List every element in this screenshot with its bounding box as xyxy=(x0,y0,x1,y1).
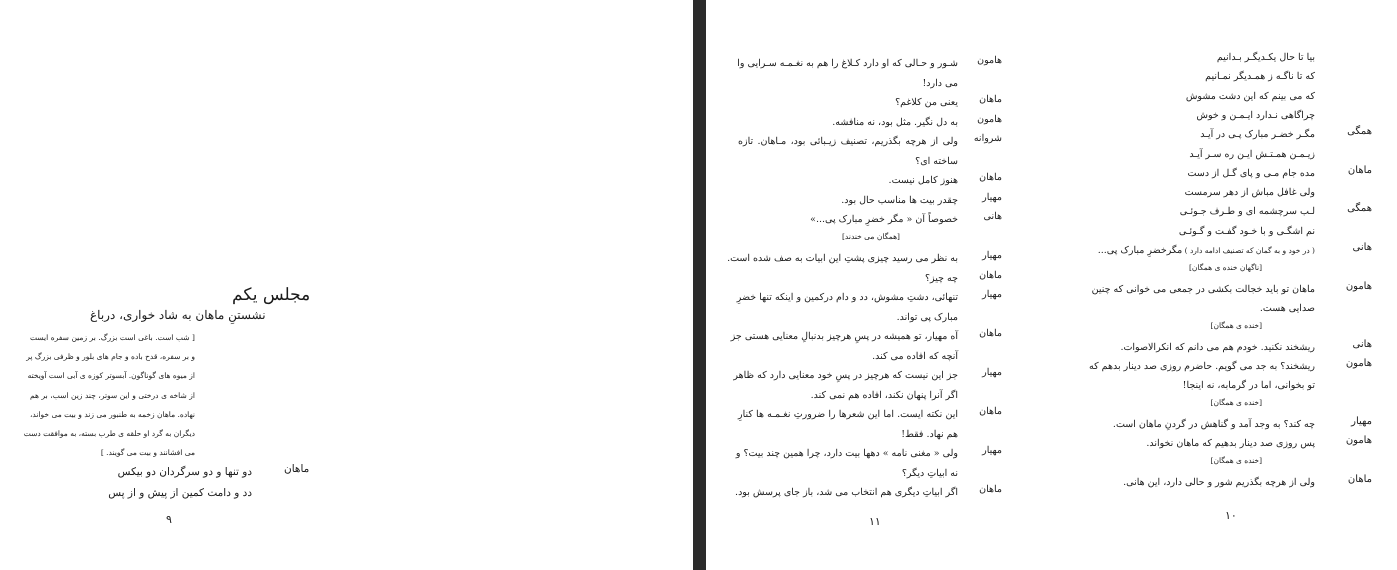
dialogue-line: ماهان تو باید خجالت بکشی در جمعی می خوانی که چنین xyxy=(1091,283,1315,295)
dialogue-text xyxy=(738,54,958,93)
dialogue-line-wrap xyxy=(1146,434,1315,454)
stage-direction: [خنده ی همگان] xyxy=(1210,321,1262,331)
stage-direction xyxy=(23,328,195,462)
dialogue-line-wrap xyxy=(1189,145,1315,165)
dialogue-line: نه ابیاتِ دیگر؟ xyxy=(901,467,958,479)
dialogue-line: ولی غافل مباش از دهر سرمست xyxy=(1184,187,1315,199)
speaker-name: ماهان xyxy=(979,406,1002,417)
stage-direction: [خنده ی همگان] xyxy=(1210,398,1262,408)
dialogue-line: جز این نیست که هرچیز در پسِ خود معنایی دارد که ظاهر xyxy=(733,370,958,381)
dialogue-line: هنوز کامل نیست. xyxy=(888,175,958,186)
dialogue-text xyxy=(738,132,958,171)
stage-direction: ( در خود و به گمان که تصنیف ادامه دارد ) xyxy=(1182,246,1315,255)
dialogue-line: آنچه که افاده می کند. xyxy=(872,350,958,362)
dialogue-text xyxy=(738,269,958,289)
dialogue-line: ولی از هرچه بگذریم، تصنیف زیـبائی بود، مـاهان. تازه xyxy=(738,136,958,147)
dialogue-line-wrap xyxy=(1183,376,1315,396)
speaker-name: همگی xyxy=(1347,126,1372,138)
dialogue-text xyxy=(730,327,958,366)
page-number: ۱۱ xyxy=(869,515,881,528)
dialogue-line: که می بینم که این دشت مشوش xyxy=(1185,90,1315,102)
stage-direction: [خنده ی همگان] xyxy=(1210,456,1262,466)
stage-line: از میوه های گوناگون. آبسوتر کوزه ی آبی است آویخته xyxy=(27,371,195,381)
chapter-subtitle: نشستنِ ماهان به شاد خواری، درباغ xyxy=(90,308,266,322)
speaker-name: ماهان xyxy=(1347,164,1372,176)
page-number: ۱۰ xyxy=(1225,509,1237,522)
speaker-name: هانی xyxy=(983,211,1002,222)
speaker-name: هامون xyxy=(977,55,1002,66)
dialogue-line: چراگاهی نـدارد ایـمـن و خوش xyxy=(1196,109,1315,121)
dialogue-text xyxy=(738,93,958,113)
dialogue-line-wrap xyxy=(1186,87,1315,107)
page-number: ۹ xyxy=(166,513,172,526)
dialogue-line: اگر ابیاتِ دیگری هم انتخاب می شد، باز جای پرسش بود. xyxy=(735,487,958,498)
dialogue-line-wrap xyxy=(1217,48,1315,68)
speaker-name: ماهان xyxy=(1347,473,1372,485)
dialogue-line: به دل نگیر. مثل بود، نه منافشه. xyxy=(832,116,958,128)
stage-line: می افشانند و بیت می گویند. ] xyxy=(100,448,195,458)
dialogue-line: پس روزی صد دینار بدهیم که ماهان نخواند. xyxy=(1146,438,1315,449)
dialogue-line: مگـر خضـر مبارک پـی در آیـد xyxy=(1200,129,1315,141)
speaker-name: مهیار xyxy=(1351,415,1372,427)
dialogue-line: هم نهاد. فقط! xyxy=(901,428,958,440)
speaker-name: شروانه xyxy=(973,133,1002,144)
verse-line: دد و دامت کمین از پیش و از پس xyxy=(108,486,252,499)
speaker-name: ماهان xyxy=(284,463,310,475)
dialogue-line: تنهائی، دشتِ مشوش، دد و دام درکمین و اینکه تنها خضرِ xyxy=(736,292,958,303)
speaker-name: مهیار xyxy=(982,250,1002,261)
dialogue-line-wrap xyxy=(1185,183,1315,203)
speaker-name: مهیار xyxy=(982,289,1002,300)
chapter-title: مجلس یکم xyxy=(232,285,311,305)
dialogue-line: ساخته ای؟ xyxy=(915,155,958,167)
dialogue-line-wrap xyxy=(1179,222,1315,242)
stage-line: و بر سفره، قدح باده و جام های بلور و ظرفی بزرگ پر xyxy=(26,352,195,362)
speaker-name: مهیار xyxy=(982,367,1002,378)
dialogue-line: مگرخضرِ مبارک پی... xyxy=(1097,245,1183,256)
speaker-name: هامون xyxy=(1345,435,1372,446)
dialogue-line: ولی از هرچه بگذریم شور و حالی دارد، این هانی. xyxy=(1123,476,1315,488)
dialogue-line: یعنی من کلاغم؟ xyxy=(895,97,958,108)
dialogue-text xyxy=(735,483,958,503)
dialogue-text xyxy=(738,288,958,327)
dialogue-line: چقدر بیت ها مناسب حال بود. xyxy=(841,194,958,206)
dialogue-line: صدایی هست. xyxy=(1259,302,1315,314)
speaker-name: ماهان xyxy=(979,484,1002,495)
dialogue-line: لـب سرچشمه ای و طـرف جـوئـی xyxy=(1179,206,1315,218)
dialogue-line: اگر آنرا پنهان نکند، افاده هم نمی کند. xyxy=(810,389,958,401)
stage-line: [ شب است. باغی است بزرگ. بر زمین سفره ایست xyxy=(30,333,195,342)
dialogue-line-wrap xyxy=(1089,357,1315,377)
stage-line: نهاده. ماهان زخمه به طنبور می زند و بیت می خواند، xyxy=(30,409,195,419)
verse-line: دو تنها و دو سرگردان دو بیکس xyxy=(117,466,252,478)
speaker-name: هامون xyxy=(977,113,1002,125)
dialogue-line-wrap xyxy=(1098,241,1315,261)
dialogue-line: ریشخند نکنید. خودم هم می دانم که انکرالاصوات. xyxy=(1120,341,1315,353)
dialogue-line: ولی « مغنی نامه » دهها بیت دارد، چرا همین چند بیت؟ و xyxy=(735,448,958,459)
dialogue-line: تو بخوانی، اما در گرمابه، نه اینجا! xyxy=(1182,380,1315,392)
dialogue-line: که تا ناگـه ز همـدیگر نمـانیم xyxy=(1205,71,1315,83)
dialogue-text xyxy=(738,210,958,230)
speaker-name: ماهان xyxy=(979,172,1002,183)
dialogue-line: مده جام مـی و پای گـل از دست xyxy=(1187,167,1315,179)
dialogue-line-wrap xyxy=(1180,202,1315,222)
dialogue-line-wrap xyxy=(1123,473,1315,493)
dialogue-line: چه کند؟ به وجد آمد و گناهش در گردنِ ماهان است. xyxy=(1112,418,1315,430)
dialogue-text xyxy=(738,405,958,444)
speaker-name: مهیار xyxy=(982,191,1002,203)
dialogue-line: چه چیز؟ xyxy=(924,272,958,284)
dialogue-line-wrap xyxy=(1113,415,1315,435)
dialogue-line-wrap xyxy=(1188,164,1315,184)
dialogue-line-wrap xyxy=(1200,125,1315,145)
dialogue-line-wrap xyxy=(1196,106,1315,126)
dialogue-line: زیـمـن همـتـش ایـن ره سـر آیـد xyxy=(1189,148,1315,160)
stage-direction: [همگان می خندند] xyxy=(842,231,900,241)
speaker-name: هامون xyxy=(1345,280,1372,292)
dialogue-text xyxy=(738,171,958,191)
speaker-name: ماهان xyxy=(979,269,1002,281)
dialogue-text xyxy=(727,249,958,269)
dialogue-line: خصوصاً آن « مگر خضرِ مبارک پی...» xyxy=(810,214,958,225)
dialogue-line: مبارک پی تواند. xyxy=(896,311,958,323)
dialogue-line-wrap xyxy=(1260,299,1315,319)
dialogue-line: شـور و حـالی که او دارد کـلاغ را هم به نغـمـه سـرایی وا xyxy=(737,58,958,69)
dialogue-text xyxy=(735,444,958,483)
stage-line: دیگران به گرد او حلقه ی طرب بسته، به موافقت دست xyxy=(23,429,195,439)
speaker-name: هامون xyxy=(1345,357,1372,369)
dialogue-text xyxy=(738,113,958,133)
dialogue-line: به نظر می رسید چیزی پشتِ این ابیات به صف شده است. xyxy=(727,253,958,264)
dialogue-line: ریشخند؟ به جد می گویم. حاضرم روزی صد دینار بدهم که xyxy=(1089,360,1315,372)
dialogue-line: می دارد! xyxy=(922,77,958,89)
speaker-name: ماهان xyxy=(979,94,1002,105)
stage-line: از شاخه ی درختی و این سوتر، چند زین اسب، بر هم xyxy=(30,390,195,400)
speaker-name: هانی xyxy=(1352,242,1372,253)
dialogue-line: نم اشگـی و با خـود گفـت و گـوئـی xyxy=(1178,225,1315,237)
speaker-name: همگی xyxy=(1347,203,1372,215)
dialogue-line-wrap xyxy=(1205,67,1315,87)
dialogue-line: بیا تا حال یکـدیگـر بـدانیم xyxy=(1216,52,1315,63)
speaker-name: ماهان xyxy=(979,328,1002,339)
dialogue-text xyxy=(738,191,958,211)
dialogue-line: آه مهیار، تو همیشه در پسِ هرچیز بدنبالِ معنایی هستی جز xyxy=(730,331,958,342)
speaker-name: مهیار xyxy=(982,445,1002,456)
dialogue-line-wrap xyxy=(1092,280,1315,300)
dialogue-text xyxy=(733,366,958,405)
stage-direction: [ناگهان خنده ی همگان] xyxy=(1188,263,1262,273)
verse xyxy=(108,462,252,503)
dialogue-line: این نکته ایست. اما این شعرها را ضرورتِ نغـمـه ها کنارِ xyxy=(738,409,958,420)
dialogue-line-wrap xyxy=(1120,338,1315,358)
speaker-name: هانی xyxy=(1352,338,1372,350)
